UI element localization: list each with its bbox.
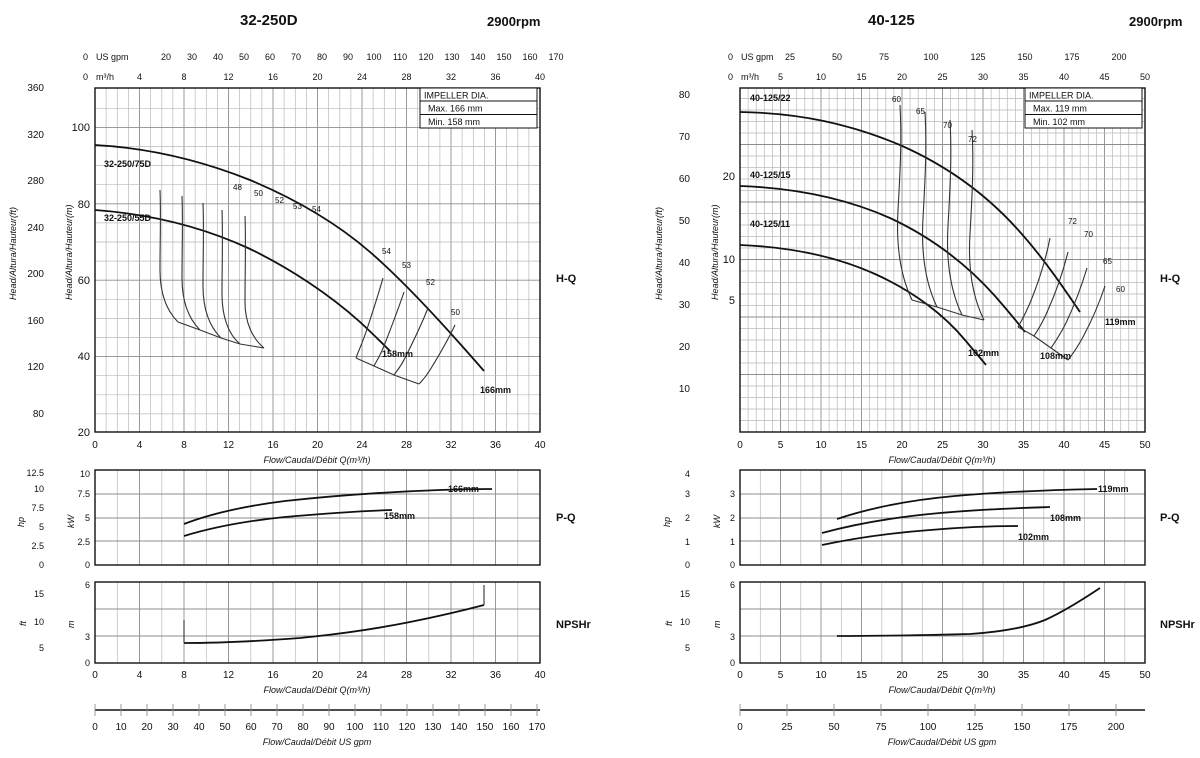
- hq-m-tick: 10: [722, 254, 735, 266]
- hq-x-tick: 16: [267, 440, 279, 451]
- gpm-ruler-tick: 70: [271, 722, 283, 733]
- hq-ft-tick: 160: [27, 316, 44, 327]
- top-m3h-tick: 35: [1018, 72, 1029, 82]
- dia-label: 108mm: [1040, 351, 1072, 361]
- efficiency-label: 60: [892, 95, 901, 104]
- npsh-x-tick: 30: [977, 670, 989, 681]
- pq-dia-label: 119mm: [1098, 484, 1129, 494]
- gpm-ruler-tick: 50: [219, 722, 231, 733]
- hq-x-tick: 50: [1139, 440, 1151, 451]
- hq-bottom-axis-right: [737, 440, 1151, 465]
- npsh-m-tick: 0: [84, 658, 90, 668]
- gpm-ruler-tick: 110: [373, 722, 389, 733]
- hq-x-tick: 20: [311, 440, 324, 451]
- npsh-x-tick: 10: [815, 670, 827, 681]
- top-axis-m3h-zero: 0: [82, 72, 88, 82]
- hq-ft-tick: 20: [678, 342, 690, 353]
- pq-kw-tick: 10: [79, 469, 90, 479]
- gpm-ruler-tick: 140: [450, 722, 468, 733]
- top-gpm-tick: 50: [831, 52, 843, 62]
- efficiency-label: 50: [254, 189, 263, 198]
- hq-side-label: H-Q: [1160, 273, 1181, 285]
- npsh-ylabel-ft: ft: [18, 620, 28, 626]
- top-m3h-tick: 28: [401, 72, 412, 82]
- pq-kw-tick: 0: [84, 560, 90, 570]
- pq-hp-tick: 0: [684, 560, 690, 570]
- top-gpm-tick: 50: [238, 52, 250, 62]
- gpm-ruler-tick: 75: [875, 722, 887, 733]
- hq-top-axes-left: [83, 52, 564, 82]
- pq-hp-tick: 10: [33, 484, 44, 494]
- hq-ft-tick: 240: [27, 223, 44, 234]
- gpm-ruler-tick: 150: [1013, 722, 1031, 733]
- impeller-box-min: Min. 158 mm: [428, 117, 481, 127]
- efficiency-label: 53: [293, 202, 302, 211]
- panel-speed: 2900rpm: [487, 14, 541, 29]
- hq-ft-tick: 10: [678, 384, 690, 395]
- npsh-ft-tick: 5: [684, 643, 690, 653]
- npsh-x-tick: 5: [777, 670, 784, 681]
- hq-ft-tick: 360: [27, 83, 44, 94]
- npsh-x-tick: 20: [896, 670, 908, 681]
- panel-title: 40-125: [868, 12, 915, 29]
- top-m3h-tick: 5: [777, 72, 784, 82]
- npsh-plot-right: [664, 580, 1196, 695]
- npsh-m-tick: 3: [84, 632, 90, 642]
- top-gpm-tick: 100: [923, 52, 939, 62]
- npsh-x-tick: 35: [1017, 670, 1030, 681]
- top-m3h-tick: 45: [1099, 72, 1110, 82]
- pq-hp-tick: 2.5: [31, 541, 44, 551]
- gpm-ruler-tick: 25: [781, 722, 793, 733]
- curve-label: 40-125/15: [750, 170, 791, 180]
- efficiency-label: 50: [451, 308, 460, 317]
- efficiency-label: 54: [382, 247, 391, 256]
- hq-x-tick: 40: [1058, 440, 1070, 451]
- top-axis-m3h-label: m³/h: [96, 72, 114, 82]
- top-m3h-tick: 20: [896, 72, 908, 82]
- hq-grid-left: [95, 88, 540, 432]
- top-m3h-tick: 40: [534, 72, 546, 82]
- efficiency-label: 65: [916, 107, 925, 116]
- top-m3h-tick: 15: [856, 72, 867, 82]
- top-gpm-tick: 30: [186, 52, 198, 62]
- hq-x-tick: 5: [777, 440, 784, 451]
- pq-ylabel-hp: hp: [16, 516, 26, 527]
- impeller-box-max: Max. 119 mm: [1033, 103, 1087, 114]
- hq-x-tick: 40: [534, 440, 546, 451]
- chart-svg-right: [600, 0, 1200, 758]
- top-gpm-tick: 200: [1111, 52, 1127, 62]
- dia-label: 158mm: [382, 349, 414, 359]
- gpm-ruler-tick: 120: [398, 722, 416, 733]
- gpm-ruler-tick: 90: [323, 722, 335, 733]
- hq-m-tick: 100: [71, 122, 90, 134]
- pq-hp-tick: 2: [684, 513, 690, 523]
- pq-side-label: P-Q: [1160, 512, 1180, 524]
- top-gpm-tick: 120: [418, 52, 434, 62]
- pq-hp-tick: 4: [684, 469, 690, 479]
- efficiency-label: 72: [968, 135, 977, 144]
- top-gpm-tick: 150: [496, 52, 512, 62]
- efficiency-label: 72: [1068, 217, 1077, 226]
- gpm-ruler-tick: 130: [424, 722, 442, 733]
- npsh-ft-tick: 5: [38, 643, 44, 653]
- npsh-x-tick: 20: [311, 670, 324, 681]
- top-m3h-tick: 24: [356, 72, 368, 82]
- top-gpm-tick: 70: [290, 52, 302, 62]
- npsh-ft-tick: 15: [679, 589, 690, 599]
- hq-x-tick: 28: [400, 440, 413, 451]
- hq-x-tick: 35: [1017, 440, 1030, 451]
- pq-dia-label: 166mm: [448, 484, 480, 494]
- gpm-ruler-tick: 125: [966, 722, 984, 733]
- efficiency-label: 70: [943, 121, 952, 130]
- efficiency-label: 60: [1116, 285, 1125, 294]
- pq-ylabel-kw: kW: [712, 515, 722, 528]
- gpm-ruler-label: Flow/Caudal/Débit US gpm: [887, 737, 997, 747]
- pq-plot-left: [16, 468, 576, 570]
- hq-x-tick: 0: [92, 440, 98, 451]
- dia-label: 119mm: [1105, 317, 1136, 327]
- efficiency-label: 54: [312, 205, 321, 214]
- gpm-ruler-tick: 100: [346, 722, 364, 733]
- npsh-x-tick: 0: [92, 670, 98, 681]
- impeller-box-min: Min. 102 mm: [1033, 117, 1086, 127]
- curve-label: 32-250/75D: [104, 159, 152, 169]
- npsh-x-tick: 25: [936, 670, 949, 681]
- npsh-x-tick: 40: [534, 670, 546, 681]
- top-gpm-tick: 100: [366, 52, 382, 62]
- gpm-ruler-tick: 100: [919, 722, 937, 733]
- hq-side-label: H-Q: [556, 273, 577, 285]
- top-gpm-tick: 160: [522, 52, 538, 62]
- hq-m-tick: 80: [77, 199, 90, 211]
- npsh-x-tick: 12: [222, 670, 235, 681]
- top-gpm-tick: 125: [970, 52, 986, 62]
- hq-xlabel: Flow/Caudal/Débit Q(m³/h): [888, 455, 996, 465]
- npsh-xlabel: Flow/Caudal/Débit Q(m³/h): [888, 685, 996, 695]
- hq-m-tick: 40: [77, 351, 90, 363]
- top-gpm-tick: 80: [316, 52, 328, 62]
- top-m3h-tick: 32: [445, 72, 457, 82]
- pq-hp-tick: 0: [38, 560, 44, 570]
- npsh-x-tick: 8: [181, 670, 187, 681]
- top-gpm-tick: 175: [1064, 52, 1080, 62]
- gpm-ruler-tick: 10: [115, 722, 127, 733]
- gpm-ruler-tick: 200: [1107, 722, 1125, 733]
- efficiency-label: 70: [1084, 230, 1093, 239]
- npsh-x-tick: 28: [400, 670, 413, 681]
- gpm-ruler-left: [92, 704, 546, 747]
- top-gpm-tick: 170: [548, 52, 564, 62]
- npsh-x-tick: 45: [1098, 670, 1111, 681]
- npsh-x-tick: 36: [489, 670, 502, 681]
- top-m3h-tick: 40: [1058, 72, 1070, 82]
- top-m3h-tick: 30: [977, 72, 989, 82]
- hq-ylabel-m: Head/Altura/Hauteur(m): [64, 204, 74, 300]
- hq-ft-tick: 120: [27, 362, 44, 373]
- npsh-ylabel-ft: ft: [664, 620, 674, 626]
- gpm-ruler-tick: 40: [193, 722, 205, 733]
- hq-x-tick: 0: [737, 440, 743, 451]
- hq-x-tick: 20: [896, 440, 908, 451]
- hq-ft-tick: 200: [27, 269, 44, 280]
- impeller-box-header: IMPELLER DIA.: [1029, 90, 1094, 101]
- hq-ft-tick: 280: [27, 176, 44, 187]
- dia-label: 166mm: [480, 385, 512, 395]
- hq-x-tick: 30: [977, 440, 989, 451]
- top-m3h-tick: 36: [490, 72, 501, 82]
- top-m3h-tick: 25: [937, 72, 948, 82]
- hq-x-tick: 32: [445, 440, 457, 451]
- top-gpm-tick: 40: [212, 52, 224, 62]
- top-m3h-tick: 50: [1139, 72, 1151, 82]
- impeller-box-max: Max. 166 mm: [428, 103, 483, 114]
- hq-ft-tick: 70: [678, 132, 690, 143]
- pq-hp-tick: 12.5: [26, 468, 44, 478]
- gpm-ruler-tick: 80: [297, 722, 309, 733]
- npsh-x-tick: 0: [737, 670, 743, 681]
- npsh-m-tick: 6: [729, 580, 735, 590]
- gpm-ruler-tick: 150: [476, 722, 494, 733]
- efficiency-label: 65: [1103, 257, 1112, 266]
- top-m3h-tick: 10: [815, 72, 827, 82]
- pump-curve-panel-40-125: [600, 0, 1200, 758]
- pq-hp-tick: 3: [684, 489, 690, 499]
- top-axis-gpm-zero: 0: [82, 52, 88, 62]
- gpm-ruler-label: Flow/Caudal/Débit US gpm: [262, 737, 372, 747]
- curve-label: 40-125/11: [750, 219, 791, 229]
- npsh-plot-left: [18, 580, 592, 695]
- panel-title: 32-250D: [240, 12, 298, 29]
- gpm-ruler-tick: 60: [245, 722, 257, 733]
- pq-dia-label: 158mm: [384, 511, 416, 521]
- top-axis-m3h-zero: 0: [727, 72, 733, 82]
- top-gpm-tick: 75: [878, 52, 890, 62]
- npsh-x-tick: 24: [356, 670, 368, 681]
- npsh-m-tick: 0: [729, 658, 735, 668]
- top-m3h-tick: 12: [223, 72, 234, 82]
- npsh-m-tick: 3: [729, 632, 735, 642]
- impeller-box-header: IMPELLER DIA.: [424, 90, 489, 101]
- curve-label: 40-125/22: [750, 93, 791, 103]
- impeller-dia-box-right: [1025, 88, 1142, 128]
- efficiency-label: 52: [275, 196, 284, 205]
- pq-kw-tick: 3: [729, 489, 735, 499]
- hq-x-tick: 45: [1098, 440, 1111, 451]
- top-gpm-tick: 150: [1017, 52, 1033, 62]
- hq-grid-right: [740, 88, 1145, 432]
- npsh-x-tick: 4: [136, 670, 143, 681]
- npsh-x-tick: 15: [855, 670, 868, 681]
- hq-x-tick: 15: [855, 440, 868, 451]
- gpm-ruler-tick: 160: [502, 722, 520, 733]
- hq-ft-tick: 80: [32, 409, 44, 420]
- gpm-ruler-right: [737, 704, 1145, 747]
- hq-x-tick: 24: [356, 440, 368, 451]
- pq-ylabel-hp: hp: [662, 516, 672, 527]
- pq-kw-tick: 2.5: [77, 537, 90, 547]
- top-axis-gpm-label: US gpm: [741, 52, 774, 62]
- pq-kw-tick: 2: [729, 513, 735, 523]
- npsh-ft-tick: 10: [679, 617, 690, 627]
- pq-kw-tick: 1: [729, 537, 735, 547]
- pq-hp-tick: 1: [684, 537, 690, 547]
- hq-ft-tick: 50: [678, 216, 690, 227]
- gpm-ruler-tick: 30: [167, 722, 179, 733]
- top-m3h-tick: 4: [136, 72, 143, 82]
- gpm-ruler-tick: 0: [737, 722, 743, 733]
- hq-x-tick: 25: [936, 440, 949, 451]
- hq-ft-tick: 320: [27, 130, 44, 141]
- hq-ylabel-ft: Head/Altura/Hauteur(ft): [8, 206, 18, 300]
- npsh-xlabel: Flow/Caudal/Débit Q(m³/h): [263, 685, 371, 695]
- hq-x-tick: 36: [489, 440, 502, 451]
- npsh-ft-tick: 10: [33, 617, 44, 627]
- top-gpm-tick: 60: [264, 52, 276, 62]
- top-axis-gpm-label: US gpm: [96, 52, 129, 62]
- npsh-x-tick: 50: [1139, 670, 1151, 681]
- hq-ft-tick: 80: [678, 90, 690, 101]
- pq-dia-label: 108mm: [1050, 513, 1082, 523]
- impeller-dia-box-left: [420, 88, 537, 128]
- hq-xlabel: Flow/Caudal/Débit Q(m³/h): [263, 455, 371, 465]
- hq-x-tick: 4: [136, 440, 143, 451]
- top-axis-gpm-zero: 0: [727, 52, 733, 62]
- hq-ylabel-m: Head/Altura/Hauteur(m): [710, 204, 720, 300]
- top-gpm-tick: 110: [392, 52, 408, 62]
- hq-m-tick: 20: [77, 427, 90, 439]
- top-gpm-tick: 140: [470, 52, 486, 62]
- top-m3h-tick: 8: [181, 72, 187, 82]
- hq-ft-tick: 40: [678, 258, 690, 269]
- hq-top-axes-right: [728, 52, 1150, 82]
- pq-kw-tick: 0: [729, 560, 735, 570]
- top-gpm-tick: 25: [784, 52, 796, 62]
- pq-side-label: P-Q: [556, 512, 576, 524]
- top-gpm-tick: 130: [444, 52, 460, 62]
- npsh-ft-tick: 15: [33, 589, 44, 599]
- pq-kw-tick: 5: [84, 513, 90, 523]
- hq-ylabel-ft: Head/Altura/Hauteur(ft): [654, 206, 664, 300]
- gpm-ruler-tick: 170: [528, 722, 546, 733]
- top-gpm-tick: 90: [342, 52, 354, 62]
- npsh-ylabel-m: m: [66, 620, 76, 628]
- gpm-ruler-tick: 20: [141, 722, 153, 733]
- top-m3h-tick: 20: [312, 72, 323, 82]
- panel-speed: 2900rpm: [1129, 14, 1183, 29]
- top-axis-m3h-label: m³/h: [741, 72, 759, 82]
- pq-dia-label: 102mm: [1018, 532, 1050, 542]
- top-gpm-tick: 20: [160, 52, 172, 62]
- efficiency-label: 53: [402, 261, 411, 270]
- pq-plot-right: [662, 469, 1180, 570]
- hq-ft-tick: 60: [678, 174, 690, 185]
- gpm-ruler-tick: 50: [828, 722, 840, 733]
- hq-x-tick: 12: [222, 440, 235, 451]
- pq-ylabel-kw: kW: [66, 515, 76, 528]
- npsh-x-tick: 40: [1058, 670, 1070, 681]
- hq-x-tick: 10: [815, 440, 827, 451]
- efficiency-label: 48: [233, 183, 242, 192]
- npsh-ylabel-m: m: [712, 620, 722, 628]
- hq-x-tick: 8: [181, 440, 187, 451]
- npsh-side-label: NPSHr: [1160, 619, 1195, 631]
- top-m3h-tick: 16: [267, 72, 279, 82]
- dia-label: 102mm: [968, 348, 1000, 358]
- npsh-side-label: NPSHr: [556, 619, 591, 631]
- curve-label: 32-250/55D: [104, 213, 152, 223]
- hq-bottom-axis-left: [92, 440, 546, 465]
- npsh-x-tick: 32: [445, 670, 457, 681]
- gpm-ruler-tick: 0: [92, 722, 98, 733]
- npsh-m-tick: 6: [84, 580, 90, 590]
- hq-m-tick: 60: [77, 275, 90, 287]
- pq-hp-tick: 7.5: [31, 503, 44, 513]
- hq-m-tick: 20: [722, 171, 735, 183]
- hq-ft-tick: 30: [678, 300, 690, 311]
- pq-hp-tick: 5: [38, 522, 44, 532]
- npsh-x-tick: 16: [267, 670, 279, 681]
- hq-m-tick: 5: [728, 295, 735, 307]
- efficiency-label: 52: [426, 278, 435, 287]
- gpm-ruler-tick: 175: [1060, 722, 1078, 733]
- pq-kw-tick: 7.5: [77, 489, 90, 499]
